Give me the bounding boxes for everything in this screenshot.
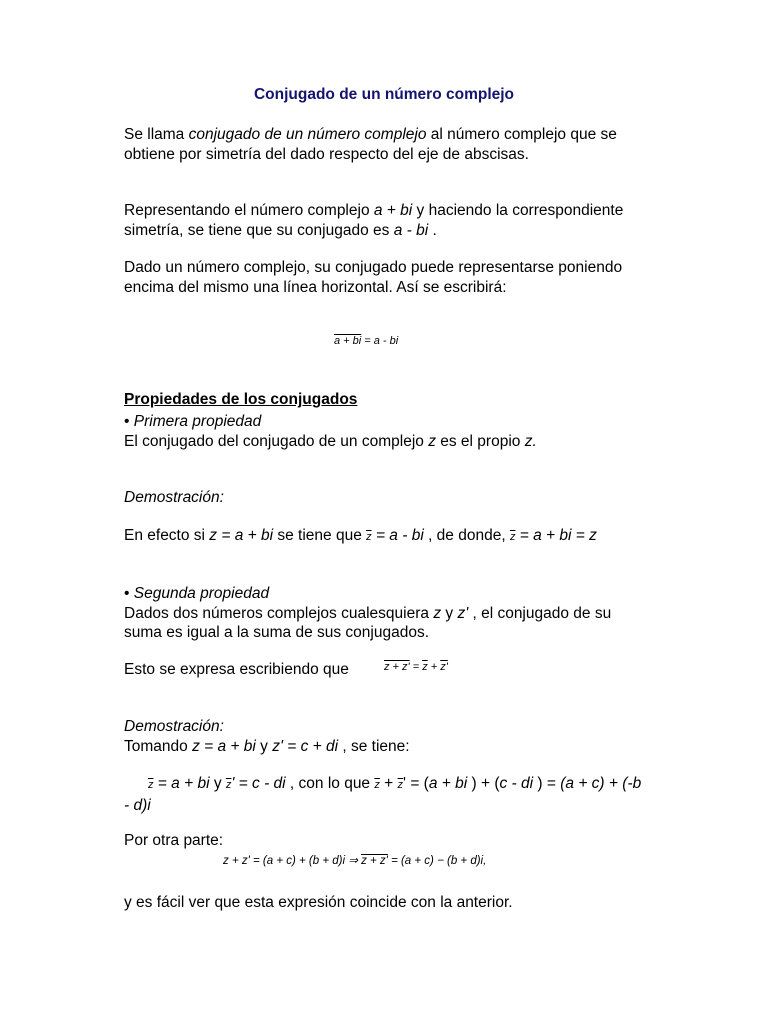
comp-text-i: c - di bbox=[499, 775, 534, 792]
comp-text-h: ) + ( bbox=[467, 775, 500, 792]
notation-paragraph: Dado un número complejo, su conjugado puede representarse poniendo encima del mismo una línea horizontal. Así se escribirá: bbox=[124, 259, 623, 296]
demo1-text-a: En efecto si bbox=[124, 527, 210, 544]
definition-text-c: al número complejo que se obtiene por simetría del dado respecto del eje de abscisas. bbox=[124, 126, 617, 163]
rep-complex: a + bi bbox=[373, 202, 413, 219]
comp-text-g: a + bi bbox=[428, 775, 468, 792]
first-property-label: Primera propiedad bbox=[129, 413, 262, 430]
first-property-z: z bbox=[428, 432, 436, 450]
comp-text-b: y bbox=[209, 775, 226, 792]
formula3-c: = (a + c) − (b + d)i, bbox=[387, 855, 487, 867]
demo2-zprime: z' = c + di bbox=[272, 738, 339, 755]
definition-text-a: Se llama bbox=[124, 126, 189, 143]
formula2-plus: + bbox=[427, 661, 441, 673]
first-property bbox=[124, 412, 644, 451]
comp-text-j: ) = bbox=[533, 775, 561, 792]
demonstration-label-2: Demostración: bbox=[124, 718, 224, 735]
definition-term: conjugado de un número complejo bbox=[188, 126, 427, 143]
demo1-text-c: se tiene que bbox=[273, 527, 367, 544]
rep-text-c: y haciendo la correspondiente simetría, se tiene que su conjugado es bbox=[124, 202, 624, 239]
comp-zbar4: $\overline{z}$ bbox=[397, 779, 404, 791]
formula2-mid: = bbox=[409, 661, 423, 673]
demo1-z-def: z = a + bi bbox=[209, 527, 274, 544]
demonstration-label-1: Demostración: bbox=[124, 489, 224, 506]
representation-paragraph bbox=[124, 201, 644, 240]
other-hand-label: Por otra parte: bbox=[124, 832, 224, 849]
comp-text-k: (a + c) + (-b - d)i bbox=[124, 775, 642, 814]
demo1-text-d: = a - bi bbox=[371, 527, 424, 544]
rep-text-e: . bbox=[428, 221, 437, 239]
second-property-text-c: y bbox=[441, 604, 458, 622]
comp-zbar2: $\overline{z}$ bbox=[225, 779, 232, 791]
second-property bbox=[124, 584, 644, 643]
demo1-text-e: , de donde, bbox=[423, 527, 510, 544]
second-property-text-a: Dados dos números complejos cualesquiera bbox=[124, 604, 434, 622]
second-property-zprime: z' bbox=[457, 604, 469, 622]
formula1-lhs: a + bi bbox=[334, 335, 362, 347]
comp-text-f: ' = ( bbox=[403, 775, 429, 792]
expression-intro: Esto se expresa escribiendo que bbox=[124, 661, 349, 678]
comp-text-e: + bbox=[379, 775, 398, 792]
demo2-text-c: y bbox=[255, 738, 273, 755]
second-property-label: Segunda propiedad bbox=[129, 585, 270, 602]
rep-text-a: Representando el número complejo bbox=[124, 202, 374, 219]
first-property-text-b: es el propio bbox=[435, 432, 525, 450]
formula2-z: $\overline{z}$ bbox=[422, 661, 428, 673]
demonstration-1-paragraph bbox=[124, 526, 644, 548]
bullet-icon: • bbox=[124, 413, 130, 430]
page-title: Conjugado de un número complejo bbox=[253, 86, 515, 103]
comp-text-c: ' = c - di bbox=[231, 775, 286, 792]
demo2-z: z = a + bi bbox=[192, 738, 256, 755]
formula3-a: z + z' = (a + c) + (b + d)i ⇒ bbox=[223, 855, 362, 867]
rep-conjugate: a - bi bbox=[393, 221, 429, 239]
comp-text-d: , con lo que bbox=[285, 775, 375, 792]
demonstration-2-computation bbox=[124, 774, 644, 815]
demo2-text-a: Tomando bbox=[124, 738, 193, 755]
demo1-text-f: = a + bi = z bbox=[515, 527, 597, 544]
section-heading: Propiedades de los conjugados bbox=[124, 391, 358, 408]
formula-sum-conjugate bbox=[384, 661, 448, 673]
demo2-text-e: , se tiene: bbox=[338, 738, 410, 755]
demo1-zbar: $\overline{z}$ bbox=[366, 531, 372, 543]
demo1-zbarbar: $\overline{z}$ bbox=[509, 531, 516, 543]
formula3-b: z + z' bbox=[361, 855, 388, 867]
first-property-z2: z. bbox=[524, 432, 537, 450]
comp-zbar3: $\overline{z}$ bbox=[374, 779, 380, 791]
conclusion-paragraph: y es fácil ver que esta expresión coincide con la anterior. bbox=[124, 894, 513, 911]
comp-text-a: = a + bi bbox=[153, 775, 210, 792]
formula2-zprime: z' bbox=[440, 661, 448, 673]
demonstration-2-intro bbox=[124, 737, 644, 757]
comp-zbar: $\overline{z}$ bbox=[148, 779, 154, 791]
first-property-text-a: El conjugado del conjugado de un complejo bbox=[124, 432, 429, 450]
second-property-text-e: , el conjugado de su suma es igual a la suma de sus conjugados. bbox=[124, 604, 612, 641]
bullet-icon: • bbox=[124, 585, 130, 602]
formula2-lhs: z + z' bbox=[384, 661, 410, 673]
formula-conjugate-notation bbox=[334, 335, 398, 347]
formula-sum-expansion bbox=[223, 853, 486, 867]
definition-paragraph bbox=[124, 125, 644, 164]
second-property-z: z bbox=[433, 604, 442, 622]
formula1-rhs: = a - bi bbox=[361, 335, 399, 347]
